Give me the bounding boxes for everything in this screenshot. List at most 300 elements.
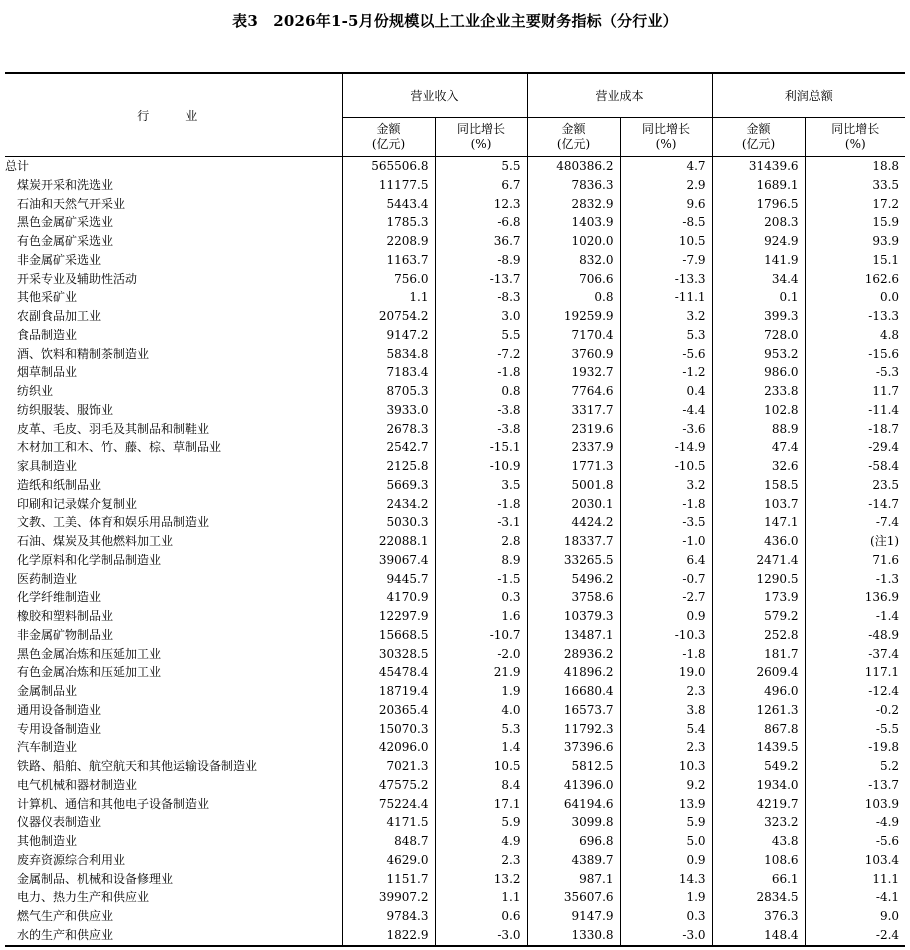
revenue-amount-cell: 11177.5 [342, 176, 435, 195]
profit-amount-cell: 208.3 [712, 213, 805, 232]
industry-name-cell: 皮革、毛皮、羽毛及其制品和制鞋业 [17, 421, 210, 436]
profit-amount-cell: 1934.0 [712, 776, 805, 795]
table-row [5, 738, 905, 757]
revenue-growth-cell: -3.1 [435, 513, 527, 532]
cost-amount-cell: 37396.6 [527, 738, 620, 757]
revenue-growth-cell: 10.5 [435, 757, 527, 776]
cost-amount-cell: 9147.9 [527, 907, 620, 926]
table-row [5, 813, 905, 832]
revenue-growth-cell: -7.2 [435, 345, 527, 364]
cost-growth-cell: -10.5 [620, 457, 712, 476]
cost-amount-cell: 18337.7 [527, 532, 620, 551]
cost-growth-cell: -3.5 [620, 513, 712, 532]
cost-growth-cell: -11.1 [620, 288, 712, 307]
cost-growth-cell: 5.3 [620, 326, 712, 345]
industry-name-cell: 仪器仪表制造业 [17, 815, 102, 830]
profit-growth-cell: 103.9 [805, 795, 905, 814]
profit-amount-cell: 728.0 [712, 326, 805, 345]
revenue-amount-cell: 30328.5 [342, 645, 435, 664]
revenue-amount-cell: 4629.0 [342, 851, 435, 870]
cost-growth-cell: -14.9 [620, 438, 712, 457]
cost-growth-cell: 4.7 [620, 157, 712, 176]
profit-amount-cell: 103.7 [712, 495, 805, 514]
profit-amount-cell: 32.6 [712, 457, 805, 476]
table-row [5, 401, 905, 420]
industry-name-cell: 纺织服装、服饰业 [17, 402, 114, 417]
revenue-growth-cell: 0.6 [435, 907, 527, 926]
revenue-amount-cell: 1822.9 [342, 926, 435, 946]
cost-growth-cell: 9.2 [620, 776, 712, 795]
revenue-growth-cell: 2.8 [435, 532, 527, 551]
industry-name-cell: 造纸和纸制品业 [17, 477, 102, 492]
revenue-growth-cell: 13.2 [435, 870, 527, 889]
profit-amount-cell: 31439.6 [712, 157, 805, 176]
revenue-amount-cell: 2542.7 [342, 438, 435, 457]
revenue-growth-cell: 5.5 [435, 326, 527, 345]
revenue-amount-cell: 7021.3 [342, 757, 435, 776]
revenue-growth-cell: -15.1 [435, 438, 527, 457]
cost-amount-cell: 7170.4 [527, 326, 620, 345]
profit-growth-cell: -14.7 [805, 495, 905, 514]
revenue-amount-cell: 12297.9 [342, 607, 435, 626]
table-title: 表3 2026年1-5月份规模以上工业企业主要财务指标（分行业） [232, 12, 678, 30]
cost-amount-cell: 4424.2 [527, 513, 620, 532]
industry-name-cell: 黑色金属冶炼和压延加工业 [17, 646, 162, 661]
cost-amount-cell: 3099.8 [527, 813, 620, 832]
cost-amount-cell: 3317.7 [527, 401, 620, 420]
cost-growth-cell: -4.4 [620, 401, 712, 420]
profit-growth-cell: -37.4 [805, 645, 905, 664]
table-row [5, 382, 905, 401]
cost-amount-cell: 1330.8 [527, 926, 620, 946]
profit-amount-cell: 2471.4 [712, 551, 805, 570]
profit-amount-cell: 399.3 [712, 307, 805, 326]
revenue-growth-cell: 0.8 [435, 382, 527, 401]
cost-amount-cell: 706.6 [527, 270, 620, 289]
cost-amount-cell: 2319.6 [527, 420, 620, 439]
table-row [5, 870, 905, 889]
cost-amount-cell: 2337.9 [527, 438, 620, 457]
profit-growth-cell: 15.1 [805, 251, 905, 270]
revenue-amount-cell: 20365.4 [342, 701, 435, 720]
industry-name-cell: 印刷和记录媒介复制业 [17, 496, 138, 511]
table-row [5, 307, 905, 326]
profit-growth-cell: 5.2 [805, 757, 905, 776]
profit-growth-cell: 4.8 [805, 326, 905, 345]
cost-growth-header: 同比增长 (%) [620, 118, 712, 157]
revenue-amount-cell: 15668.5 [342, 626, 435, 645]
profit-growth-cell: -13.3 [805, 307, 905, 326]
financial-indicators-table [5, 72, 905, 947]
industry-name-cell: 橡胶和塑料制品业 [17, 609, 114, 623]
revenue-amount-cell: 2208.9 [342, 232, 435, 251]
cost-growth-cell: 3.2 [620, 476, 712, 495]
industry-name-cell: 金属制品、机械和设备修理业 [17, 871, 174, 886]
industry-name-cell: 化学纤维制造业 [17, 590, 102, 605]
profit-amount-cell: 158.5 [712, 476, 805, 495]
revenue-amount-cell: 42096.0 [342, 738, 435, 757]
industry-name-cell: 化学原料和化学制品制造业 [17, 552, 162, 567]
cost-amount-cell: 64194.6 [527, 795, 620, 814]
revenue-amount-cell: 5443.4 [342, 195, 435, 214]
profit-growth-cell: 15.9 [805, 213, 905, 232]
cost-amount-cell: 11792.3 [527, 720, 620, 739]
table-row [5, 607, 905, 626]
profit-amount-cell: 986.0 [712, 363, 805, 382]
revenue-growth-cell: -1.5 [435, 570, 527, 589]
table-row [5, 907, 905, 926]
profit-amount-cell: 496.0 [712, 682, 805, 701]
table-row [5, 851, 905, 870]
revenue-amount-cell: 9784.3 [342, 907, 435, 926]
industry-name-cell: 燃气生产和供应业 [17, 909, 114, 923]
profit-amount-header: 金额 (亿元) [712, 118, 805, 157]
profit-growth-cell: -29.4 [805, 438, 905, 457]
table-row [5, 288, 905, 307]
profit-growth-cell: -4.9 [805, 813, 905, 832]
cost-growth-cell: -8.5 [620, 213, 712, 232]
revenue-amount-cell: 2678.3 [342, 420, 435, 439]
profit-amount-cell: 1439.5 [712, 738, 805, 757]
cost-amount-header: 金额 (亿元) [527, 118, 620, 157]
profit-growth-cell: 162.6 [805, 270, 905, 289]
table-row [5, 476, 905, 495]
industry-column-header: 行 业 [5, 73, 342, 157]
profit-growth-header: 同比增长 (%) [805, 118, 905, 157]
cost-amount-cell: 10379.3 [527, 607, 620, 626]
table-row [5, 926, 905, 946]
revenue-amount-cell: 5030.3 [342, 513, 435, 532]
table-body [5, 157, 905, 946]
profit-growth-cell: 33.5 [805, 176, 905, 195]
cost-growth-cell: 10.3 [620, 757, 712, 776]
table-row [5, 626, 905, 645]
revenue-growth-cell: -8.9 [435, 251, 527, 270]
profit-growth-cell: 0.0 [805, 288, 905, 307]
cost-growth-cell: 14.3 [620, 870, 712, 889]
profit-amount-cell: 2609.4 [712, 663, 805, 682]
revenue-amount-cell: 39907.2 [342, 888, 435, 907]
profit-growth-cell: -18.7 [805, 420, 905, 439]
cost-group-header: 营业成本 [527, 73, 712, 118]
revenue-growth-cell: -2.0 [435, 645, 527, 664]
cost-growth-cell: 0.3 [620, 907, 712, 926]
cost-amount-cell: 4389.7 [527, 851, 620, 870]
industry-name-cell: 水的生产和供应业 [5, 926, 342, 946]
table-row [5, 757, 905, 776]
revenue-amount-cell: 1151.7 [342, 870, 435, 889]
industry-name-cell: 有色金属冶炼和压延加工业 [17, 665, 162, 680]
industry-name-cell: 计算机、通信和其他电子设备制造业 [17, 796, 210, 811]
cost-growth-cell: 3.8 [620, 701, 712, 720]
industry-name-cell: 木材加工和木、竹、藤、棕、草制品业 [17, 440, 222, 455]
table-row [5, 776, 905, 795]
cost-growth-cell: 2.3 [620, 682, 712, 701]
table-row [5, 176, 905, 195]
revenue-amount-cell: 20754.2 [342, 307, 435, 326]
profit-growth-cell: -15.6 [805, 345, 905, 364]
cost-amount-cell: 35607.6 [527, 888, 620, 907]
cost-amount-cell: 3758.6 [527, 588, 620, 607]
revenue-amount-cell: 18719.4 [342, 682, 435, 701]
revenue-growth-cell: 1.9 [435, 682, 527, 701]
revenue-amount-cell: 5669.3 [342, 476, 435, 495]
revenue-growth-cell: 6.7 [435, 176, 527, 195]
profit-growth-cell: -4.1 [805, 888, 905, 907]
profit-growth-cell: 9.0 [805, 907, 905, 926]
cost-amount-cell: 28936.2 [527, 645, 620, 664]
industry-name-cell: 医药制造业 [17, 571, 78, 586]
revenue-amount-cell: 5834.8 [342, 345, 435, 364]
table-row [5, 513, 905, 532]
industry-name-cell: 开采专业及辅助性活动 [17, 271, 138, 286]
cost-amount-cell: 19259.9 [527, 307, 620, 326]
profit-amount-cell: 924.9 [712, 232, 805, 251]
revenue-growth-cell: -1.8 [435, 363, 527, 382]
profit-amount-cell: 323.2 [712, 813, 805, 832]
table-row [5, 420, 905, 439]
profit-growth-cell: (注1) [805, 532, 905, 551]
revenue-growth-cell: 1.4 [435, 738, 527, 757]
industry-name-cell: 汽车制造业 [17, 740, 78, 755]
table-row [5, 457, 905, 476]
revenue-amount-cell: 3933.0 [342, 401, 435, 420]
cost-amount-cell: 1020.0 [527, 232, 620, 251]
revenue-amount-cell: 4170.9 [342, 588, 435, 607]
table-row [5, 682, 905, 701]
cost-growth-cell: -1.2 [620, 363, 712, 382]
cost-growth-cell: 0.9 [620, 607, 712, 626]
profit-amount-cell: 141.9 [712, 251, 805, 270]
cost-growth-cell: 1.9 [620, 888, 712, 907]
revenue-amount-cell: 75224.4 [342, 795, 435, 814]
table-row [5, 251, 905, 270]
profit-group-header: 利润总额 [712, 73, 905, 118]
profit-amount-cell: 181.7 [712, 645, 805, 664]
profit-amount-cell: 1689.1 [712, 176, 805, 195]
cost-growth-cell: 0.4 [620, 382, 712, 401]
profit-growth-cell: 71.6 [805, 551, 905, 570]
industry-name-cell: 酒、饮料和精制茶制造业 [17, 346, 150, 361]
cost-growth-cell: -0.7 [620, 570, 712, 589]
revenue-amount-cell: 15070.3 [342, 720, 435, 739]
table-row [5, 213, 905, 232]
revenue-growth-cell: 5.9 [435, 813, 527, 832]
profit-amount-cell: 4219.7 [712, 795, 805, 814]
cost-amount-cell: 7836.3 [527, 176, 620, 195]
cost-growth-cell: -1.0 [620, 532, 712, 551]
revenue-amount-cell: 2434.2 [342, 495, 435, 514]
cost-growth-cell: 2.3 [620, 738, 712, 757]
table-row [5, 345, 905, 364]
profit-growth-cell: 93.9 [805, 232, 905, 251]
revenue-amount-cell: 4171.5 [342, 813, 435, 832]
profit-amount-cell: 43.8 [712, 832, 805, 851]
table-row [5, 232, 905, 251]
profit-amount-cell: 549.2 [712, 757, 805, 776]
cost-growth-cell: 19.0 [620, 663, 712, 682]
profit-growth-cell: 103.4 [805, 851, 905, 870]
revenue-amount-cell: 565506.8 [342, 157, 435, 176]
cost-growth-cell: -7.9 [620, 251, 712, 270]
cost-growth-cell: -3.6 [620, 420, 712, 439]
profit-growth-cell: 136.9 [805, 588, 905, 607]
industry-name-cell: 非金属矿物制品业 [17, 627, 114, 642]
profit-growth-cell: -5.3 [805, 363, 905, 382]
industry-name-cell: 废弃资源综合利用业 [17, 852, 126, 867]
revenue-growth-cell: 4.9 [435, 832, 527, 851]
industry-name-cell: 铁路、船舶、航空航天和其他运输设备制造业 [17, 759, 258, 773]
cost-amount-cell: 987.1 [527, 870, 620, 889]
table-row [5, 832, 905, 851]
profit-amount-cell: 1796.5 [712, 195, 805, 214]
cost-growth-cell: 13.9 [620, 795, 712, 814]
revenue-amount-header: 金额 (亿元) [342, 118, 435, 157]
profit-growth-cell: 11.1 [805, 870, 905, 889]
profit-amount-cell: 1261.3 [712, 701, 805, 720]
revenue-growth-cell: 17.1 [435, 795, 527, 814]
profit-amount-cell: 102.8 [712, 401, 805, 420]
revenue-growth-cell: 5.5 [435, 157, 527, 176]
table-row [5, 888, 905, 907]
cost-growth-cell: 5.4 [620, 720, 712, 739]
table-row [5, 588, 905, 607]
profit-amount-cell: 579.2 [712, 607, 805, 626]
table-row [5, 195, 905, 214]
profit-amount-cell: 436.0 [712, 532, 805, 551]
revenue-growth-cell: 1.6 [435, 607, 527, 626]
profit-growth-cell: 11.7 [805, 382, 905, 401]
revenue-growth-cell: -10.7 [435, 626, 527, 645]
table-row [5, 570, 905, 589]
revenue-growth-cell: -1.8 [435, 495, 527, 514]
cost-amount-cell: 5001.8 [527, 476, 620, 495]
profit-growth-cell: -1.3 [805, 570, 905, 589]
cost-amount-cell: 1403.9 [527, 213, 620, 232]
cost-amount-cell: 2832.9 [527, 195, 620, 214]
profit-growth-cell: 17.2 [805, 195, 905, 214]
profit-growth-cell: 18.8 [805, 157, 905, 176]
cost-growth-cell: -10.3 [620, 626, 712, 645]
profit-amount-cell: 108.6 [712, 851, 805, 870]
cost-growth-cell: 10.5 [620, 232, 712, 251]
revenue-amount-cell: 1163.7 [342, 251, 435, 270]
cost-amount-cell: 41396.0 [527, 776, 620, 795]
cost-growth-cell: -1.8 [620, 645, 712, 664]
industry-name-cell: 石油、煤炭及其他燃料加工业 [17, 534, 174, 548]
industry-name-cell: 文教、工美、体育和娱乐用品制造业 [17, 515, 210, 530]
cost-growth-cell: 2.9 [620, 176, 712, 195]
profit-growth-cell: -13.7 [805, 776, 905, 795]
profit-growth-cell: -0.2 [805, 701, 905, 720]
cost-growth-cell: -13.3 [620, 270, 712, 289]
industry-name-cell: 金属制品业 [17, 684, 78, 698]
industry-name-cell: 黑色金属矿采选业 [17, 215, 114, 230]
revenue-amount-cell: 1.1 [342, 288, 435, 307]
cost-amount-cell: 5496.2 [527, 570, 620, 589]
profit-growth-cell: -7.4 [805, 513, 905, 532]
table-row [5, 157, 905, 176]
revenue-growth-cell: -6.8 [435, 213, 527, 232]
profit-growth-cell: -19.8 [805, 738, 905, 757]
table-row [5, 701, 905, 720]
table-row [5, 720, 905, 739]
revenue-growth-cell: -13.7 [435, 270, 527, 289]
revenue-growth-cell: 1.1 [435, 888, 527, 907]
industry-name-cell: 总计 [5, 159, 30, 173]
cost-amount-cell: 696.8 [527, 832, 620, 851]
profit-amount-cell: 0.1 [712, 288, 805, 307]
revenue-amount-cell: 2125.8 [342, 457, 435, 476]
cost-growth-cell: -1.8 [620, 495, 712, 514]
table-row [5, 663, 905, 682]
profit-amount-cell: 34.4 [712, 270, 805, 289]
cost-growth-cell: 5.0 [620, 832, 712, 851]
revenue-amount-cell: 756.0 [342, 270, 435, 289]
table-row [5, 326, 905, 345]
industry-name-cell: 家具制造业 [17, 459, 78, 473]
revenue-amount-cell: 848.7 [342, 832, 435, 851]
industry-name-cell: 其他采矿业 [17, 290, 78, 305]
profit-amount-cell: 867.8 [712, 720, 805, 739]
cost-amount-cell: 13487.1 [527, 626, 620, 645]
cost-amount-cell: 1932.7 [527, 363, 620, 382]
industry-name-cell: 煤炭开采和洗选业 [17, 177, 114, 192]
revenue-growth-cell: 12.3 [435, 195, 527, 214]
revenue-amount-cell: 47575.2 [342, 776, 435, 795]
profit-amount-cell: 252.8 [712, 626, 805, 645]
revenue-growth-cell: 8.9 [435, 551, 527, 570]
profit-growth-cell: -2.4 [805, 926, 905, 946]
profit-growth-cell: -5.6 [805, 832, 905, 851]
industry-name-cell: 电力、热力生产和供应业 [17, 890, 150, 905]
cost-amount-cell: 16573.7 [527, 701, 620, 720]
profit-amount-cell: 1290.5 [712, 570, 805, 589]
cost-growth-cell: 3.2 [620, 307, 712, 326]
table-row [5, 438, 905, 457]
industry-name-cell: 电气机械和器材制造业 [17, 777, 138, 792]
profit-growth-cell: -58.4 [805, 457, 905, 476]
revenue-growth-cell: -10.9 [435, 457, 527, 476]
profit-growth-cell: -12.4 [805, 682, 905, 701]
industry-name-cell: 食品制造业 [17, 327, 78, 342]
revenue-amount-cell: 9445.7 [342, 570, 435, 589]
revenue-growth-cell: -3.0 [435, 926, 527, 946]
profit-growth-cell: 117.1 [805, 663, 905, 682]
revenue-amount-cell: 8705.3 [342, 382, 435, 401]
revenue-growth-cell: -3.8 [435, 420, 527, 439]
table-row [5, 495, 905, 514]
table-row [5, 532, 905, 551]
profit-amount-cell: 953.2 [712, 345, 805, 364]
revenue-growth-cell: 4.0 [435, 701, 527, 720]
revenue-amount-cell: 22088.1 [342, 532, 435, 551]
profit-amount-cell: 88.9 [712, 420, 805, 439]
profit-amount-cell: 2834.5 [712, 888, 805, 907]
cost-amount-cell: 3760.9 [527, 345, 620, 364]
revenue-growth-cell: -8.3 [435, 288, 527, 307]
profit-amount-cell: 173.9 [712, 588, 805, 607]
profit-amount-cell: 66.1 [712, 870, 805, 889]
industry-name-cell: 专用设备制造业 [17, 721, 102, 736]
cost-amount-cell: 0.8 [527, 288, 620, 307]
profit-growth-cell: -48.9 [805, 626, 905, 645]
cost-growth-cell: 6.4 [620, 551, 712, 570]
industry-name-cell: 其他制造业 [17, 834, 78, 848]
cost-amount-cell: 2030.1 [527, 495, 620, 514]
profit-growth-cell: -11.4 [805, 401, 905, 420]
cost-growth-cell: 0.9 [620, 851, 712, 870]
